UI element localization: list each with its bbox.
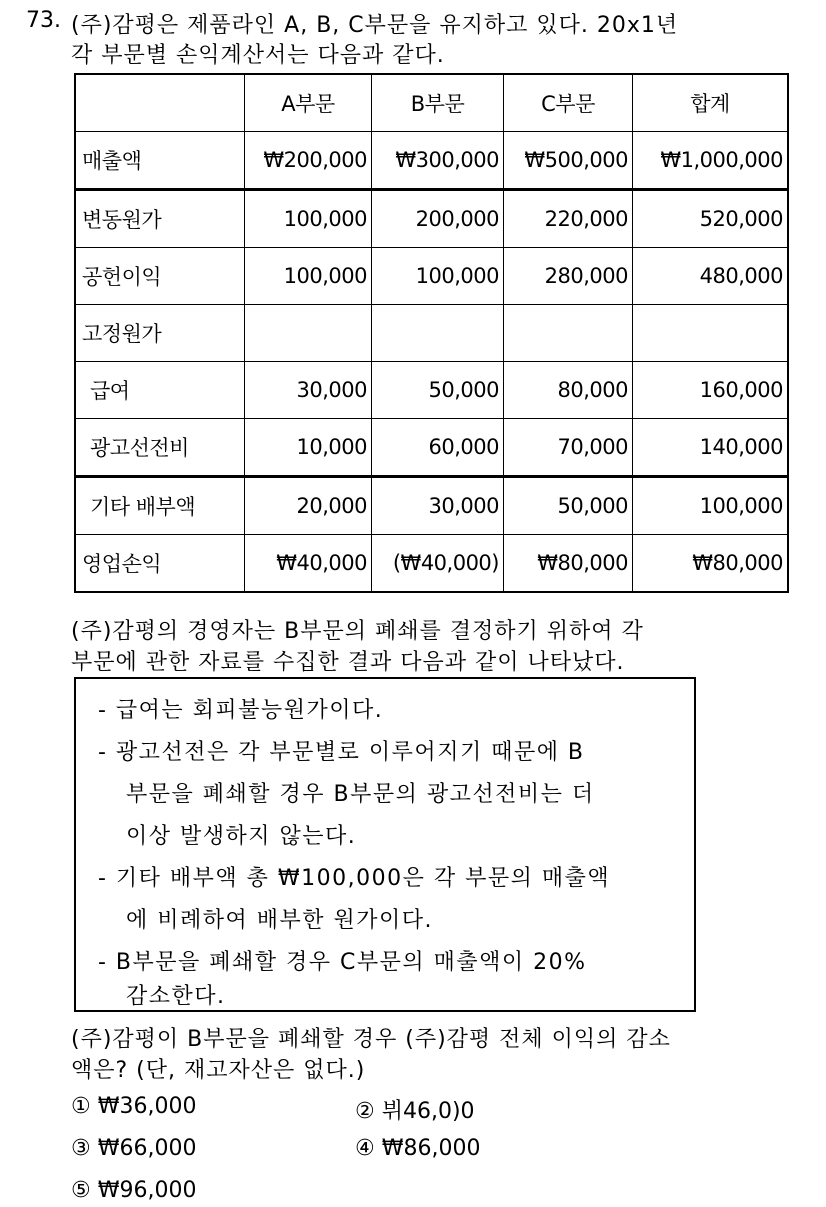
option-1[interactable]	[71, 1094, 196, 1119]
header-a: A부문	[245, 74, 372, 132]
cell: ₩200,000	[245, 132, 372, 190]
cell: 20,000	[245, 477, 372, 535]
cell: 520,000	[633, 190, 789, 248]
cell	[372, 305, 504, 362]
info-line: 에 비례하여 배부한 원가이다.	[126, 908, 433, 933]
row-label: 기타 배부액	[75, 477, 245, 535]
cell: 60,000	[372, 419, 504, 477]
cell: ₩300,000	[372, 132, 504, 190]
row-label: 급여	[75, 362, 245, 419]
option-3[interactable]	[71, 1136, 196, 1161]
info-line: - 기타 배부액 총 ₩100,000은 각 부문의 매출액	[98, 866, 611, 891]
cell: 100,000	[245, 190, 372, 248]
table-row	[75, 477, 788, 535]
cell: 50,000	[504, 477, 633, 535]
row-label: 광고선전비	[75, 419, 245, 477]
prompt-line-1: (주)감평이 B부문을 폐쇄할 경우 (주)감평 전체 이익의 감소	[71, 1027, 671, 1052]
cell: 50,000	[372, 362, 504, 419]
info-line: 이상 발생하지 않는다.	[126, 824, 357, 849]
option-marker: ④	[355, 1136, 375, 1161]
question-number: 73.	[26, 8, 61, 33]
cell: ₩40,000	[245, 535, 372, 593]
cell: 280,000	[504, 248, 633, 305]
option-marker: ⑤	[71, 1178, 91, 1203]
cell: 10,000	[245, 419, 372, 477]
row-label: 공헌이익	[75, 248, 245, 305]
cell: 160,000	[633, 362, 789, 419]
info-line: - B부문을 폐쇄할 경우 C부문의 매출액이 20%	[98, 950, 587, 975]
row-label: 영업손익	[75, 535, 245, 593]
info-line: - 급여는 회피불능원가이다.	[98, 698, 384, 723]
cell: 100,000	[245, 248, 372, 305]
header-c: C부문	[504, 74, 633, 132]
question-intro-line-2: 각 부문별 손익계산서는 다음과 같다.	[71, 43, 445, 68]
header-empty	[75, 74, 245, 132]
table-row	[75, 190, 788, 248]
question-intro-line-1: (주)감평은 제품라인 A, B, C부문을 유지하고 있다. 20x1년	[71, 13, 679, 38]
cell: 220,000	[504, 190, 633, 248]
table-row	[75, 535, 788, 593]
cell: (₩40,000)	[372, 535, 504, 593]
cell: 80,000	[504, 362, 633, 419]
option-text: ₩66,000	[97, 1136, 197, 1161]
option-text: 뷔46,0)0	[381, 1099, 475, 1124]
option-5[interactable]	[71, 1178, 196, 1203]
cell: 100,000	[372, 248, 504, 305]
option-marker: ①	[71, 1094, 91, 1119]
option-marker: ③	[71, 1136, 91, 1161]
row-label: 변동원가	[75, 190, 245, 248]
cell: ₩80,000	[504, 535, 633, 593]
cell: 70,000	[504, 419, 633, 477]
middle-text-line-2: 부문에 관한 자료를 수집한 결과 다음과 같이 나타났다.	[71, 650, 625, 675]
cell: 480,000	[633, 248, 789, 305]
info-line: - 광고선전은 각 부문별로 이루어지기 때문에 B	[98, 740, 585, 765]
option-4[interactable]	[355, 1136, 480, 1161]
table-header-row	[75, 74, 788, 132]
header-b: B부문	[372, 74, 504, 132]
cell	[633, 305, 789, 362]
income-statement-table	[74, 73, 789, 593]
cell: 200,000	[372, 190, 504, 248]
table-row	[75, 362, 788, 419]
row-label: 매출액	[75, 132, 245, 190]
info-line: 부문을 폐쇄할 경우 B부문의 광고선전비는 더	[126, 782, 595, 807]
cell: ₩500,000	[504, 132, 633, 190]
table-row	[75, 305, 788, 362]
cell: 30,000	[245, 362, 372, 419]
middle-text-line-1: (주)감평의 경영자는 B부문의 폐쇄를 결정하기 위하여 각	[71, 619, 644, 644]
cell	[504, 305, 633, 362]
cell: 100,000	[633, 477, 789, 535]
info-line: 감소한다.	[126, 984, 226, 1009]
cell: ₩1,000,000	[633, 132, 789, 190]
table-row	[75, 132, 788, 190]
cell	[245, 305, 372, 362]
row-label: 고정원가	[75, 305, 245, 362]
cell: 30,000	[372, 477, 504, 535]
option-text: ₩96,000	[97, 1178, 197, 1203]
option-2[interactable]	[355, 1094, 475, 1125]
info-box	[74, 677, 696, 1012]
header-total: 합계	[633, 74, 789, 132]
prompt-line-2: 액은? (단, 재고자산은 없다.)	[71, 1058, 366, 1083]
cell: 140,000	[633, 419, 789, 477]
option-marker: ②	[355, 1099, 375, 1124]
table-row	[75, 248, 788, 305]
option-text: ₩36,000	[97, 1094, 197, 1119]
table-row	[75, 419, 788, 477]
cell: ₩80,000	[633, 535, 789, 593]
option-text: ₩86,000	[381, 1136, 481, 1161]
